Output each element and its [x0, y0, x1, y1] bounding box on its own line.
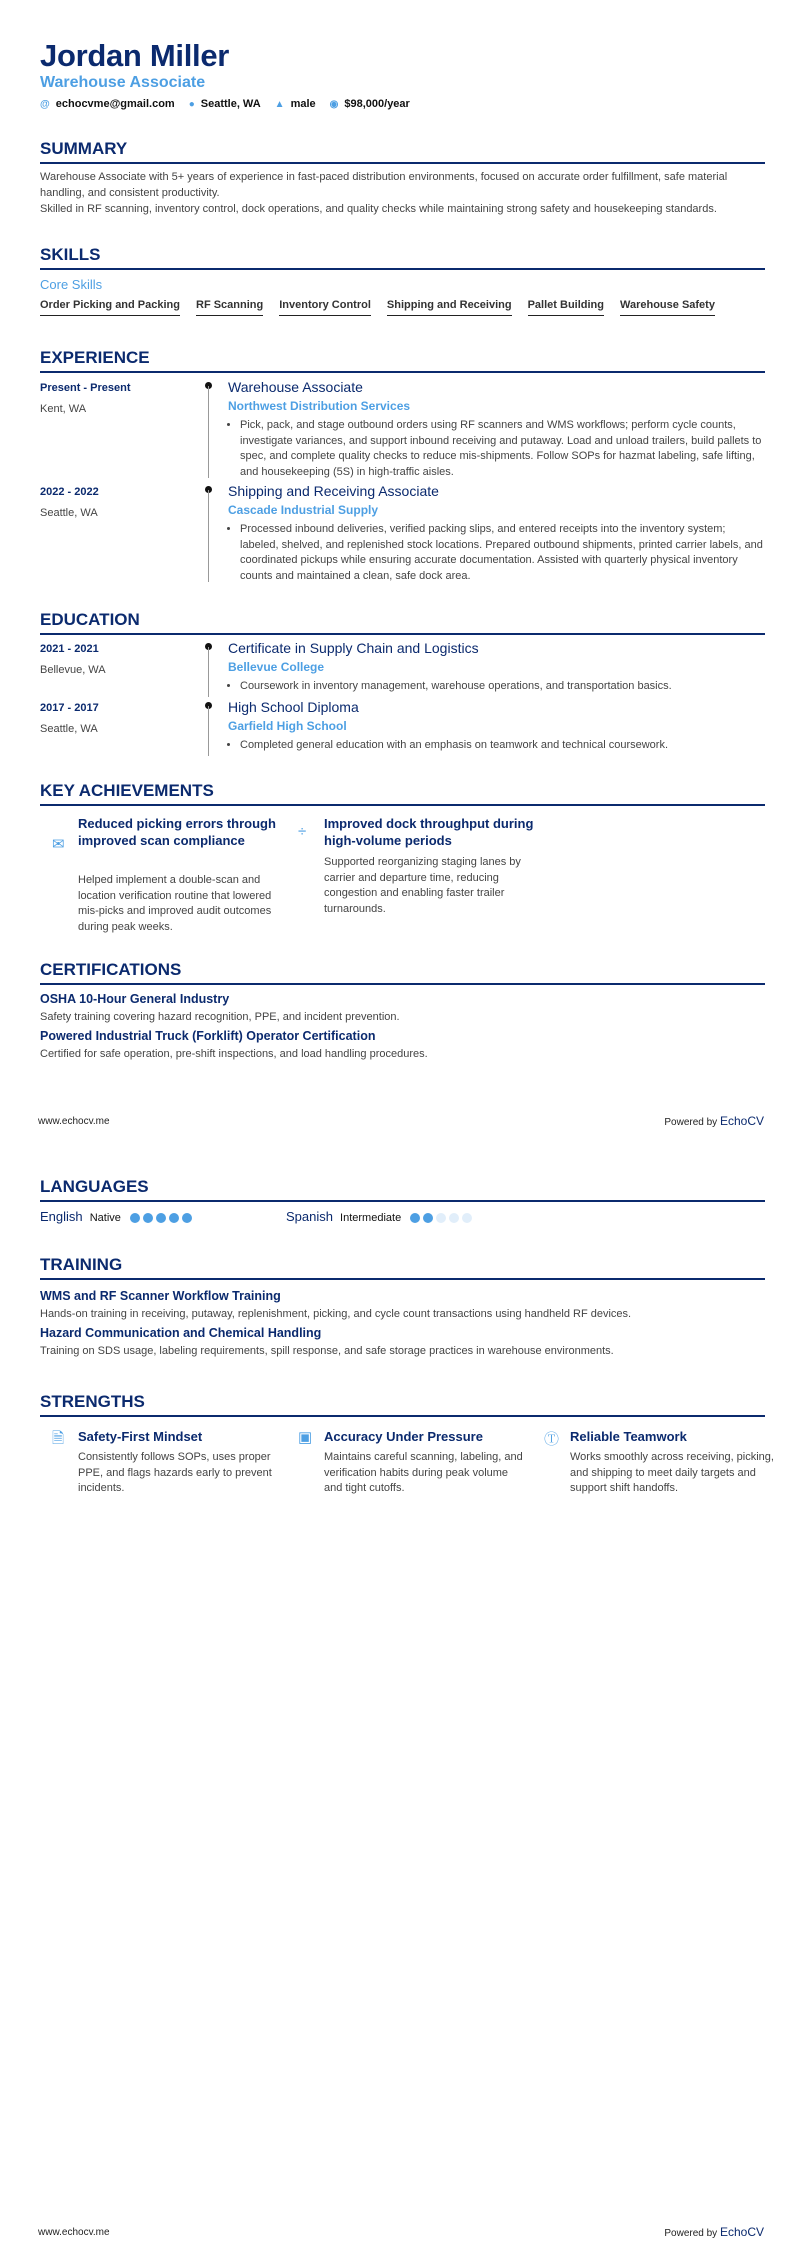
language-name: English: [40, 1209, 83, 1224]
entry-bullet: • Processed inbound deliveries, verified packing slips, and entered receipts into the inventory system; labeled, shelved, and replenished stock locations. Prepared outbound shipments, printed carrier labels, and coordinated pickups while ensuring accurate documentation. Assisted with quarterly physical inventory counts and maintained a clean, safe dock area.: [240, 522, 765, 584]
entry-org: Northwest Distribution Services: [228, 399, 411, 413]
entry-bullet: • Pick, pack, and stage outbound orders using RF scanners and WMS workflows; perform cycle counts, investigate variances, and support inbound receiving and putaway. Load and unload trailers, build pallets to spec, and complete quality checks to reduce mis-shipments. Follow SOPs for hazmat labeling, safe lifting, and housekeeping (5S) in high-traffic aisles.: [240, 418, 765, 480]
achievements-heading: KEY ACHIEVEMENTS: [40, 781, 765, 806]
achievement-title: Reduced picking errors through improved scan compliance: [78, 816, 276, 848]
envelope-icon: ✉: [52, 836, 65, 853]
entry-org: Bellevue College: [228, 660, 325, 674]
training-desc: Hands-on training in receiving, putaway, replenishment, picking, and cycle count transactions using handheld RF devices.: [40, 1308, 632, 1320]
timeline-line: [208, 490, 209, 582]
summary-text: [40, 169, 765, 217]
skill-tag: Pallet Building: [528, 299, 604, 316]
summary-paragraph: Warehouse Associate with 5+ years of experience in fast-paced distribution environments, focused on accurate order fulfillment, safe material handling, and consistent productivity.: [40, 171, 728, 199]
candidate-name: Jordan Miller: [40, 38, 230, 73]
entry-date: 2021 - 2021: [40, 643, 99, 655]
file-plus-icon: 🗎: [52, 1430, 65, 1447]
language-level: Native: [89, 1212, 121, 1224]
person-icon: ▲: [274, 98, 285, 110]
entry-role: Certificate in Supply Chain and Logistics: [228, 640, 479, 656]
entry-role: High School Diploma: [228, 699, 359, 715]
language-rating: [130, 1213, 192, 1223]
rating-dot-empty: [449, 1213, 459, 1223]
footer-powered: [664, 2225, 764, 2239]
language-level: Intermediate: [340, 1212, 402, 1224]
timeline-line: [208, 386, 209, 478]
strength-desc: Maintains careful scanning, labeling, and verification habits during peak volume and tight cutoffs.: [324, 1451, 523, 1494]
cert-title: Powered Industrial Truck (Forklift) Operator Certification: [40, 1029, 376, 1043]
brand-name[interactable]: EchoCV: [719, 1114, 764, 1128]
entry-date: 2017 - 2017: [40, 702, 99, 714]
location-pin-icon: ●: [188, 98, 195, 110]
cert-title: OSHA 10-Hour General Industry: [40, 992, 230, 1006]
skills-group-label: Core Skills: [40, 277, 103, 292]
entry-bullet: • Coursework in inventory management, warehouse operations, and transportation basics.: [240, 679, 765, 695]
language-item: [286, 1209, 472, 1224]
language-name: Spanish: [286, 1209, 333, 1224]
entry-role: Shipping and Receiving Associate: [228, 483, 439, 499]
cert-desc: Certified for safe operation, pre-shift inspections, and load handling procedures.: [40, 1048, 428, 1060]
training-desc: Training on SDS usage, labeling requirements, spill response, and safe storage practices in warehouse environments.: [40, 1345, 614, 1357]
contact-info: [40, 98, 410, 110]
rating-dot-filled: [423, 1213, 433, 1223]
rating-dot-empty: [436, 1213, 446, 1223]
footer-site[interactable]: www.echocv.me: [38, 1116, 110, 1127]
skill-tag: RF Scanning: [196, 299, 263, 316]
brand-name[interactable]: EchoCV: [719, 2225, 764, 2239]
rating-dot-filled: [410, 1213, 420, 1223]
cert-desc: Safety training covering hazard recognition, PPE, and incident prevention.: [40, 1011, 400, 1023]
training-heading: TRAINING: [40, 1255, 765, 1280]
training-list: [40, 1289, 765, 1359]
training-title: WMS and RF Scanner Workflow Training: [40, 1289, 281, 1303]
language-item: [40, 1209, 192, 1224]
certifications-list: [40, 992, 765, 1062]
timeline-line: [208, 647, 209, 697]
rating-dot-filled: [143, 1213, 153, 1223]
skill-tag: Order Picking and Packing: [40, 299, 180, 316]
training-title: Hazard Communication and Chemical Handling: [40, 1326, 322, 1340]
money-icon: ◉: [329, 98, 339, 110]
entry-org: Cascade Industrial Supply: [228, 503, 379, 517]
strength-title: Safety-First Mindset: [78, 1429, 203, 1444]
footer-site[interactable]: www.echocv.me: [38, 2227, 110, 2238]
salary: $98,000/year: [344, 98, 410, 110]
skill-tag: Shipping and Receiving: [387, 299, 512, 316]
at-icon: @: [40, 98, 50, 110]
strength-title: Reliable Teamwork: [570, 1429, 687, 1444]
powered-label: Powered by: [664, 1117, 718, 1128]
skills-heading: SKILLS: [40, 245, 765, 270]
job-title: Warehouse Associate: [40, 74, 206, 91]
strength-title: Accuracy Under Pressure: [324, 1429, 483, 1444]
archive-box-icon: ▣: [298, 1429, 313, 1446]
rating-dot-filled: [169, 1213, 179, 1223]
entry-bullet: • Completed general education with an emphasis on teamwork and technical coursework.: [240, 738, 765, 754]
entry-location: Kent, WA: [40, 403, 87, 415]
dollar-coin-icon: Ⓣ: [544, 1431, 560, 1448]
entry-org: Garfield High School: [228, 719, 347, 733]
entry-location: Seattle, WA: [40, 723, 98, 735]
rating-dot-filled: [182, 1213, 192, 1223]
skills-list: [40, 299, 765, 316]
achievement-desc: Supported reorganizing staging lanes by carrier and departure time, reducing congestion and enabling faster trailer turnarounds.: [324, 856, 521, 915]
entry-date: Present - Present: [40, 382, 131, 394]
languages-heading: LANGUAGES: [40, 1177, 765, 1202]
certifications-heading: CERTIFICATIONS: [40, 960, 765, 985]
strength-desc: Works smoothly across receiving, picking, and shipping to meet daily targets and support shift handoffs.: [570, 1451, 774, 1494]
summary-heading: SUMMARY: [40, 139, 765, 164]
entry-role: Warehouse Associate: [228, 379, 363, 395]
education-heading: EDUCATION: [40, 610, 765, 635]
skill-tag: Warehouse Safety: [620, 299, 715, 316]
footer-powered: [664, 1114, 764, 1128]
experience-heading: EXPERIENCE: [40, 348, 765, 373]
rating-dot-filled: [130, 1213, 140, 1223]
skill-tag: Inventory Control: [279, 299, 371, 316]
entry-location: Seattle, WA: [40, 507, 98, 519]
strength-desc: Consistently follows SOPs, uses proper PPE, and flags hazards early to prevent incidents.: [78, 1451, 272, 1494]
location: Seattle, WA: [200, 98, 261, 110]
achievement-title: Improved dock throughput during high-volume periods: [324, 816, 534, 848]
entry-date: 2022 - 2022: [40, 486, 99, 498]
timeline-line: [208, 706, 209, 756]
rating-dot-empty: [462, 1213, 472, 1223]
strengths-heading: STRENGTHS: [40, 1392, 765, 1417]
rating-dot-filled: [156, 1213, 166, 1223]
divide-icon: ÷: [298, 823, 307, 840]
entry-location: Bellevue, WA: [40, 664, 106, 676]
gender: male: [290, 98, 316, 110]
email[interactable]: echocvme@gmail.com: [55, 98, 175, 110]
language-rating: [410, 1213, 472, 1223]
achievement-desc: Helped implement a double-scan and location verification routine that lowered mis-picks and improved audit outcomes during peak weeks.: [78, 874, 272, 933]
powered-label: Powered by: [664, 2228, 718, 2239]
summary-paragraph: Skilled in RF scanning, inventory control, dock operations, and quality checks while maintaining strong safety and housekeeping standards.: [40, 203, 717, 215]
